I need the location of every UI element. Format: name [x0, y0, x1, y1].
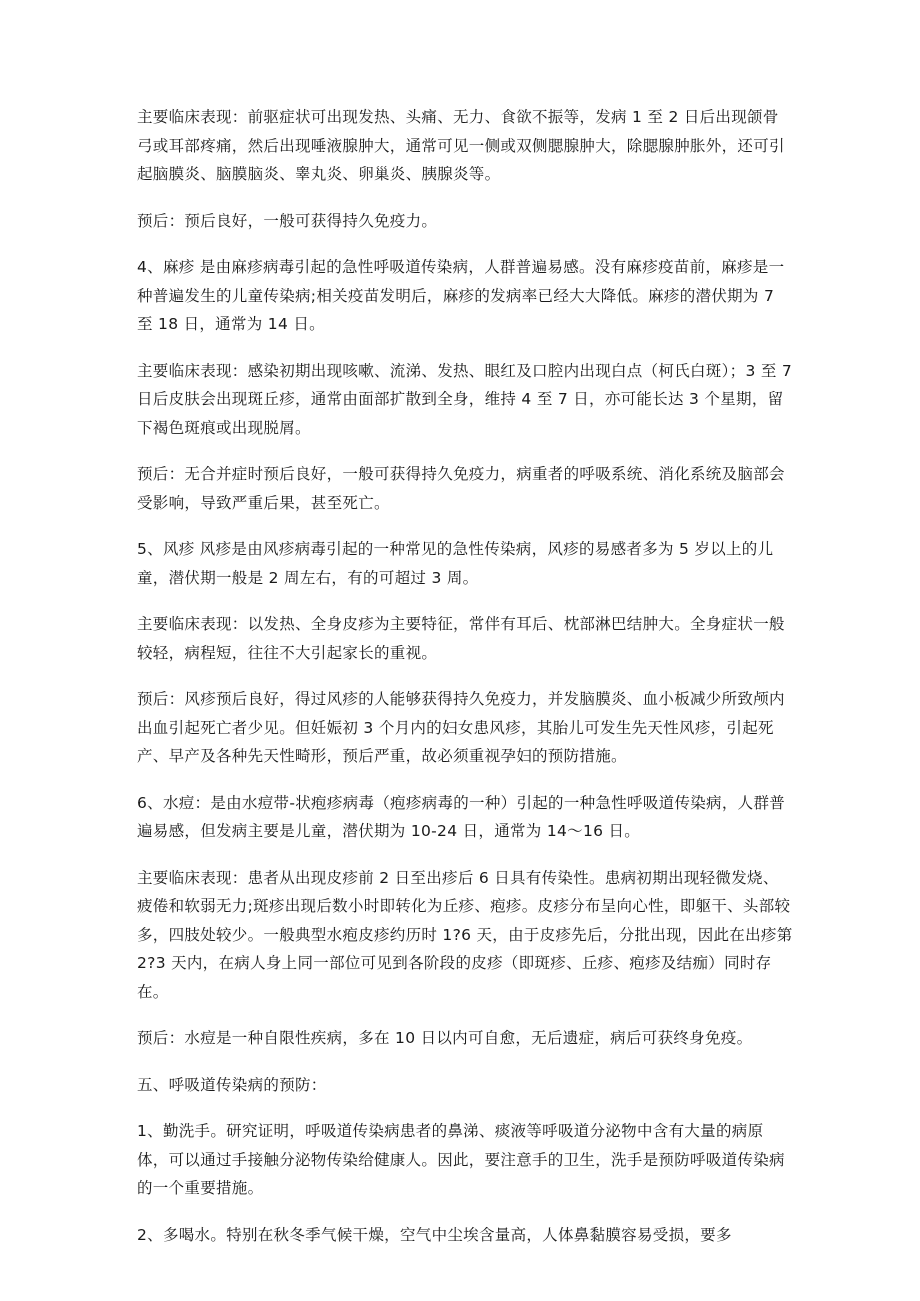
paragraph-prevention-drink-water: 2、多喝水。特别在秋冬季气候干燥，空气中尘埃含量高，人体鼻黏膜容易受损，要多 — [137, 1225, 732, 1244]
section-heading-prevention: 五、呼吸道传染病的预防： — [137, 1075, 327, 1094]
paragraph-rubella-intro: 5、风疹 风疹是由风疹病毒引起的一种常见的急性传染病，风疹的易感者多为 5 岁以上的儿童，潜伏期一般是 2 周左右，有的可超过 3 周。 — [137, 540, 774, 587]
paragraph-varicella-intro: 6、水痘：是由水痘带-状疱疹病毒（疱疹病毒的一种）引起的一种急性呼吸道传染病，人群普遍易感，但发病主要是儿童，潜伏期为 10-24 日，通常为 14～16 日。 — [137, 793, 786, 840]
document-body — [137, 103, 793, 1267]
paragraph-measles-symptoms: 主要临床表现：感染初期出现咳嗽、流涕、发热、眼红及口腔内出现白点（柯氏白斑）；3 至 7 日后皮肤会出现斑丘疹，通常由面部扩散到全身，维持 4 至 7 日，亦可能长达 3 个星期，留下褐色斑痕或出现脱屑。 — [137, 361, 793, 437]
paragraph-rubella-symptoms: 主要临床表现：以发热、全身皮疹为主要特征，常伴有耳后、枕部淋巴结肿大。全身症状一般较轻，病程短，往往不大引起家长的重视。 — [137, 615, 785, 662]
paragraph-varicella-prognosis: 预后：水痘是一种自限性疾病，多在 10 日以内可自愈，无后遗症，病后可获终身免疫。 — [137, 1029, 753, 1047]
paragraph-varicella-symptoms: 主要临床表现：患者从出现皮疹前 2 日至出疹后 6 日具有传染性。患病初期出现轻微发烧、疲倦和软弱无力;斑疹出现后数小时即转化为丘疹、疱疹。皮疹分布呈向心性，即躯干、头部较多，四肢处较少。一般典型水疱皮疹约历时 1?6 天，由于皮疹先后，分批出现，因此在出疹第 2?3 天内，在病人身上同一部位可见到各阶段的皮疹（即斑疹、丘疹、疱疹及结痂）同时存在。 — [137, 868, 793, 1001]
paragraph-measles-prognosis: 预后：无合并症时预后良好，一般可获得持久免疫力，病重者的呼吸系统、消化系统及脑部会受影响，导致严重后果，甚至死亡。 — [137, 465, 785, 512]
paragraph-prevention-handwashing: 1、勤洗手。研究证明，呼吸道传染病患者的鼻涕、痰液等呼吸道分泌物中含有大量的病原体，可以通过手接触分泌物传染给健康人。因此，要注意手的卫生，洗手是预防呼吸道传染病的一个重要措施。 — [137, 1122, 785, 1197]
paragraph-mumps-symptoms: 主要临床表现：前驱症状可出现发热、头痛、无力、食欲不振等，发病 1 至 2 日后出现颌骨弓或耳部疼痛，然后出现唾液腺肿大，通常可见一侧或双侧腮腺肿大，除腮腺肿胀外，还可引起脑膜炎、脑膜脑炎、睾丸炎、卵巢炎、胰腺炎等。 — [137, 108, 785, 183]
paragraph-rubella-prognosis: 预后：风疹预后良好，得过风疹的人能够获得持久免疫力，并发脑膜炎、血小板减少所致颅内出血引起死亡者少见。但妊娠初 3 个月内的妇女患风疹，其胎儿可发生先天性风疹，引起死产、早产及各种先天性畸形，预后严重，故必须重视孕妇的预防措施。 — [137, 690, 785, 765]
paragraph-measles-intro: 4、麻疹 是由麻疹病毒引起的急性呼吸道传染病，人群普遍易感。没有麻疹疫苗前，麻疹是一种普遍发生的儿童传染病;相关疫苗发明后，麻疹的发病率已经大大降低。麻疹的潜伏期为 7 至 18 日，通常为 14 日。 — [137, 258, 785, 333]
paragraph-mumps-prognosis: 预后：预后良好，一般可获得持久免疫力。 — [137, 211, 438, 230]
